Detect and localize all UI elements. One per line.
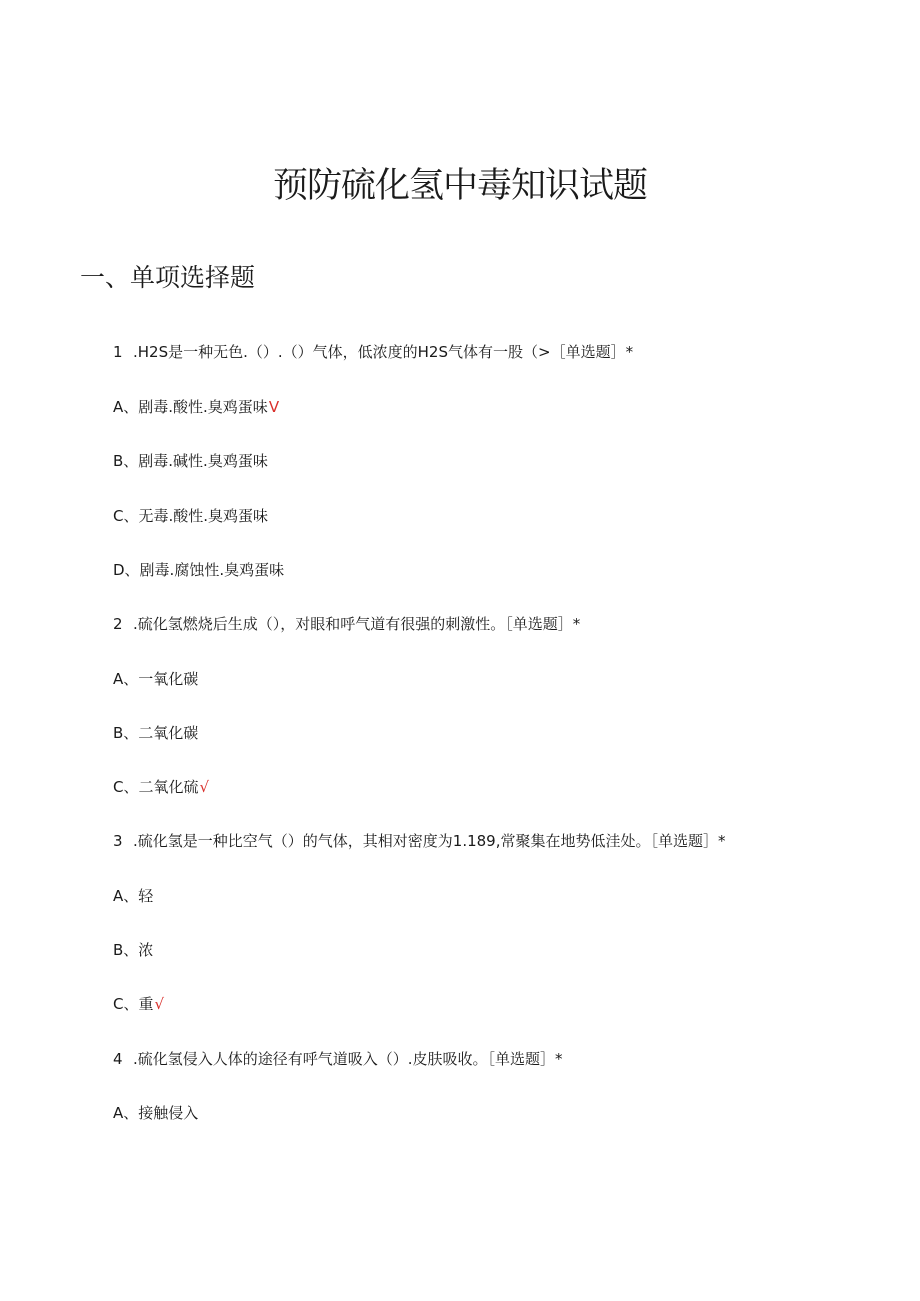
question-2-option-b[interactable] [113, 722, 198, 744]
section-heading: 一、单项选择题 [80, 263, 256, 292]
question-2 [113, 613, 580, 635]
question-text: .硫化氢是一种比空气（）的气体，其相对密度为1.189,常聚集在地势低洼处。［单选题］* [133, 832, 726, 850]
question-text: .硫化氢燃烧后生成（），对眼和呼气道有很强的刺激性。［单选题］* [133, 615, 581, 633]
option-label: B、二氧化碳 [113, 724, 199, 742]
option-label: A、一氧化碳 [113, 670, 199, 688]
question-number: 2 [113, 615, 123, 633]
option-label: B、剧毒.碱性.臭鸡蛋味 [113, 452, 268, 470]
question-1 [113, 341, 633, 363]
question-text: .硫化氢侵入人体的途径有呼气道吸入（）.皮肤吸收。［单选题］* [133, 1050, 563, 1068]
option-label: C、重 [113, 995, 154, 1013]
option-label: C、无毒.酸性.臭鸡蛋味 [113, 507, 269, 525]
question-1-option-d[interactable] [113, 559, 284, 581]
option-label: A、接触侵入 [113, 1104, 199, 1122]
option-label: A、剧毒.酸性.臭鸡蛋味 [113, 398, 268, 416]
question-3 [113, 830, 725, 852]
question-3-option-b[interactable] [113, 939, 153, 961]
question-number: 3 [113, 832, 123, 850]
option-label: A、轻 [113, 887, 154, 905]
question-4-option-a[interactable] [113, 1102, 198, 1124]
question-1-option-a[interactable] [113, 396, 279, 418]
question-number: 1 [113, 343, 123, 361]
correct-check-mark: V [268, 398, 280, 416]
question-3-option-a[interactable] [113, 885, 153, 907]
question-3-option-c[interactable] [113, 993, 164, 1015]
option-label: B、浓 [113, 941, 154, 959]
question-number: 4 [113, 1050, 123, 1068]
option-label: C、二氧化硫 [113, 778, 199, 796]
correct-check-mark: √ [199, 778, 210, 796]
question-2-option-c[interactable] [113, 776, 209, 798]
correct-check-mark: √ [154, 995, 165, 1013]
question-1-option-b[interactable] [113, 450, 268, 472]
question-text: .H2S是一种无色.（）.（）气体，低浓度的H2S气体有一股（>［单选题］* [133, 343, 634, 361]
question-1-option-c[interactable] [113, 505, 268, 527]
question-4 [113, 1048, 563, 1070]
document-title: 预防硫化氢中毒知识试题 [272, 166, 647, 206]
option-label: D、剧毒.腐蚀性.臭鸡蛋味 [113, 561, 285, 579]
question-2-option-a[interactable] [113, 668, 198, 690]
